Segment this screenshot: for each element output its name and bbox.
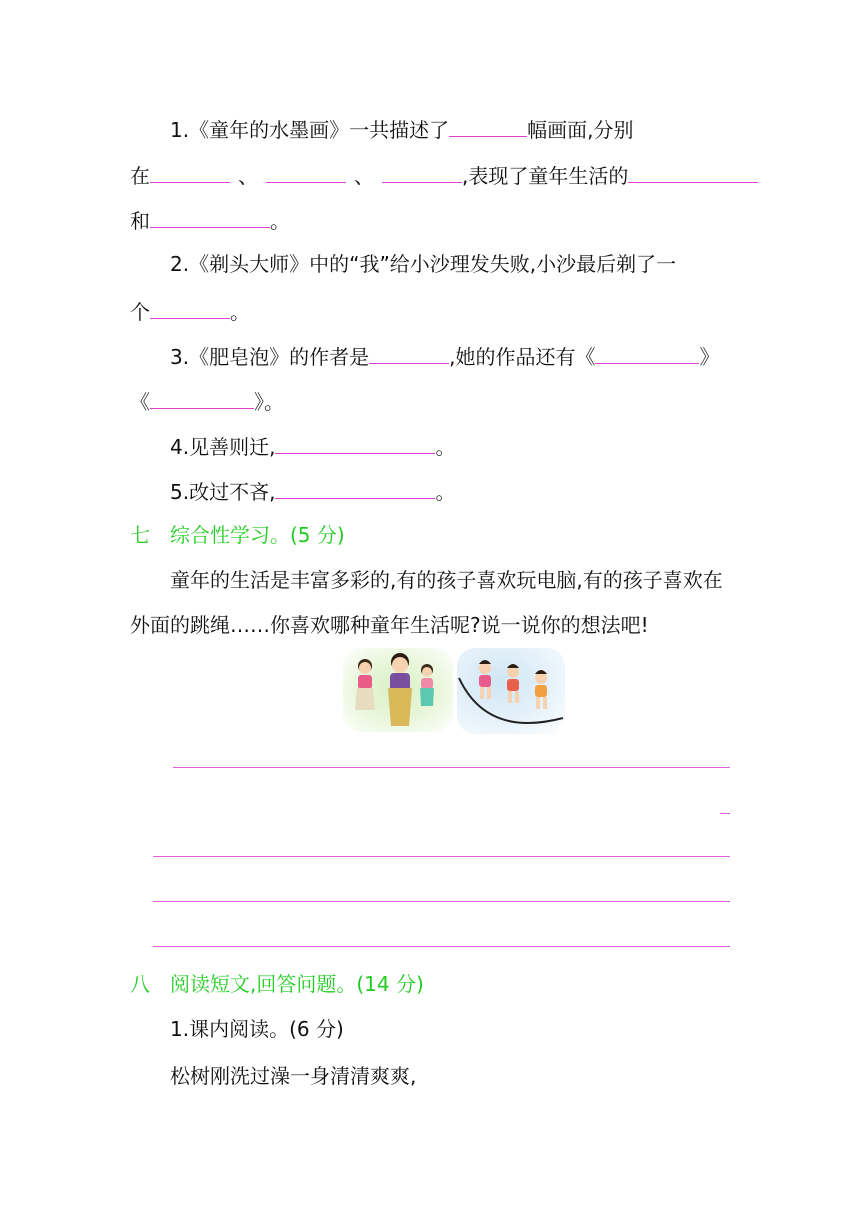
section-7-paragraph-line-1: 童年的生活是丰富多彩的,有的孩子喜欢玩电脑,有的孩子喜欢在 bbox=[170, 568, 723, 592]
question-1-line-1: 1.《童年的水墨画》一共描述了 幅画面,分别 bbox=[170, 114, 633, 144]
answer-blank[interactable] bbox=[449, 114, 527, 137]
answer-blank[interactable] bbox=[266, 160, 346, 183]
sack-race-children-icon bbox=[343, 648, 453, 732]
question-5: 5.改过不吝, 。 bbox=[170, 476, 455, 506]
answer-blank[interactable] bbox=[369, 341, 449, 364]
sack-race-illustration bbox=[343, 648, 453, 732]
writing-line[interactable] bbox=[153, 946, 730, 947]
writing-line[interactable] bbox=[173, 767, 730, 768]
writing-line[interactable] bbox=[153, 901, 730, 902]
section-8-subquestion-1: 1.课内阅读。(6 分) bbox=[170, 1017, 344, 1041]
question-3-line-1: 3.《肥皂泡》的作者是 ,她的作品还有《 》 bbox=[170, 341, 719, 371]
question-1-line-2: 在 、 、 ,表现了童年生活的 bbox=[130, 160, 758, 190]
writing-line[interactable] bbox=[720, 813, 730, 814]
jump-rope-illustration bbox=[457, 648, 565, 734]
answer-blank[interactable] bbox=[150, 296, 230, 319]
question-2-line-1: 2.《剃头大师》中的“我”给小沙理发失败,小沙最后剃了一 bbox=[170, 252, 677, 276]
answer-blank[interactable] bbox=[275, 431, 435, 454]
answer-blank[interactable] bbox=[150, 386, 254, 409]
answer-blank[interactable] bbox=[382, 160, 462, 183]
question-1-line-3: 和 。 bbox=[130, 205, 290, 235]
answer-blank[interactable] bbox=[595, 341, 699, 364]
section-7-heading: 七 综合性学习。(5 分) bbox=[130, 523, 345, 547]
question-3-line-2: 《 》。 bbox=[130, 386, 284, 416]
answer-blank[interactable] bbox=[150, 205, 270, 228]
question-2-line-2: 个 。 bbox=[130, 296, 250, 326]
answer-blank[interactable] bbox=[150, 160, 230, 183]
section-7-paragraph-line-2: 外面的跳绳……你喜欢哪种童年生活呢?说一说你的想法吧! bbox=[130, 613, 649, 637]
writing-line[interactable] bbox=[153, 856, 730, 857]
poem-line-1: 松树刚洗过澡一身清清爽爽, bbox=[170, 1064, 417, 1088]
answer-blank[interactable] bbox=[628, 160, 758, 183]
answer-blank[interactable] bbox=[275, 476, 435, 499]
jump-rope-children-icon bbox=[457, 648, 565, 734]
section-8-heading: 八 阅读短文,回答问题。(14 分) bbox=[130, 972, 424, 996]
question-4: 4.见善则迁, 。 bbox=[170, 431, 455, 461]
